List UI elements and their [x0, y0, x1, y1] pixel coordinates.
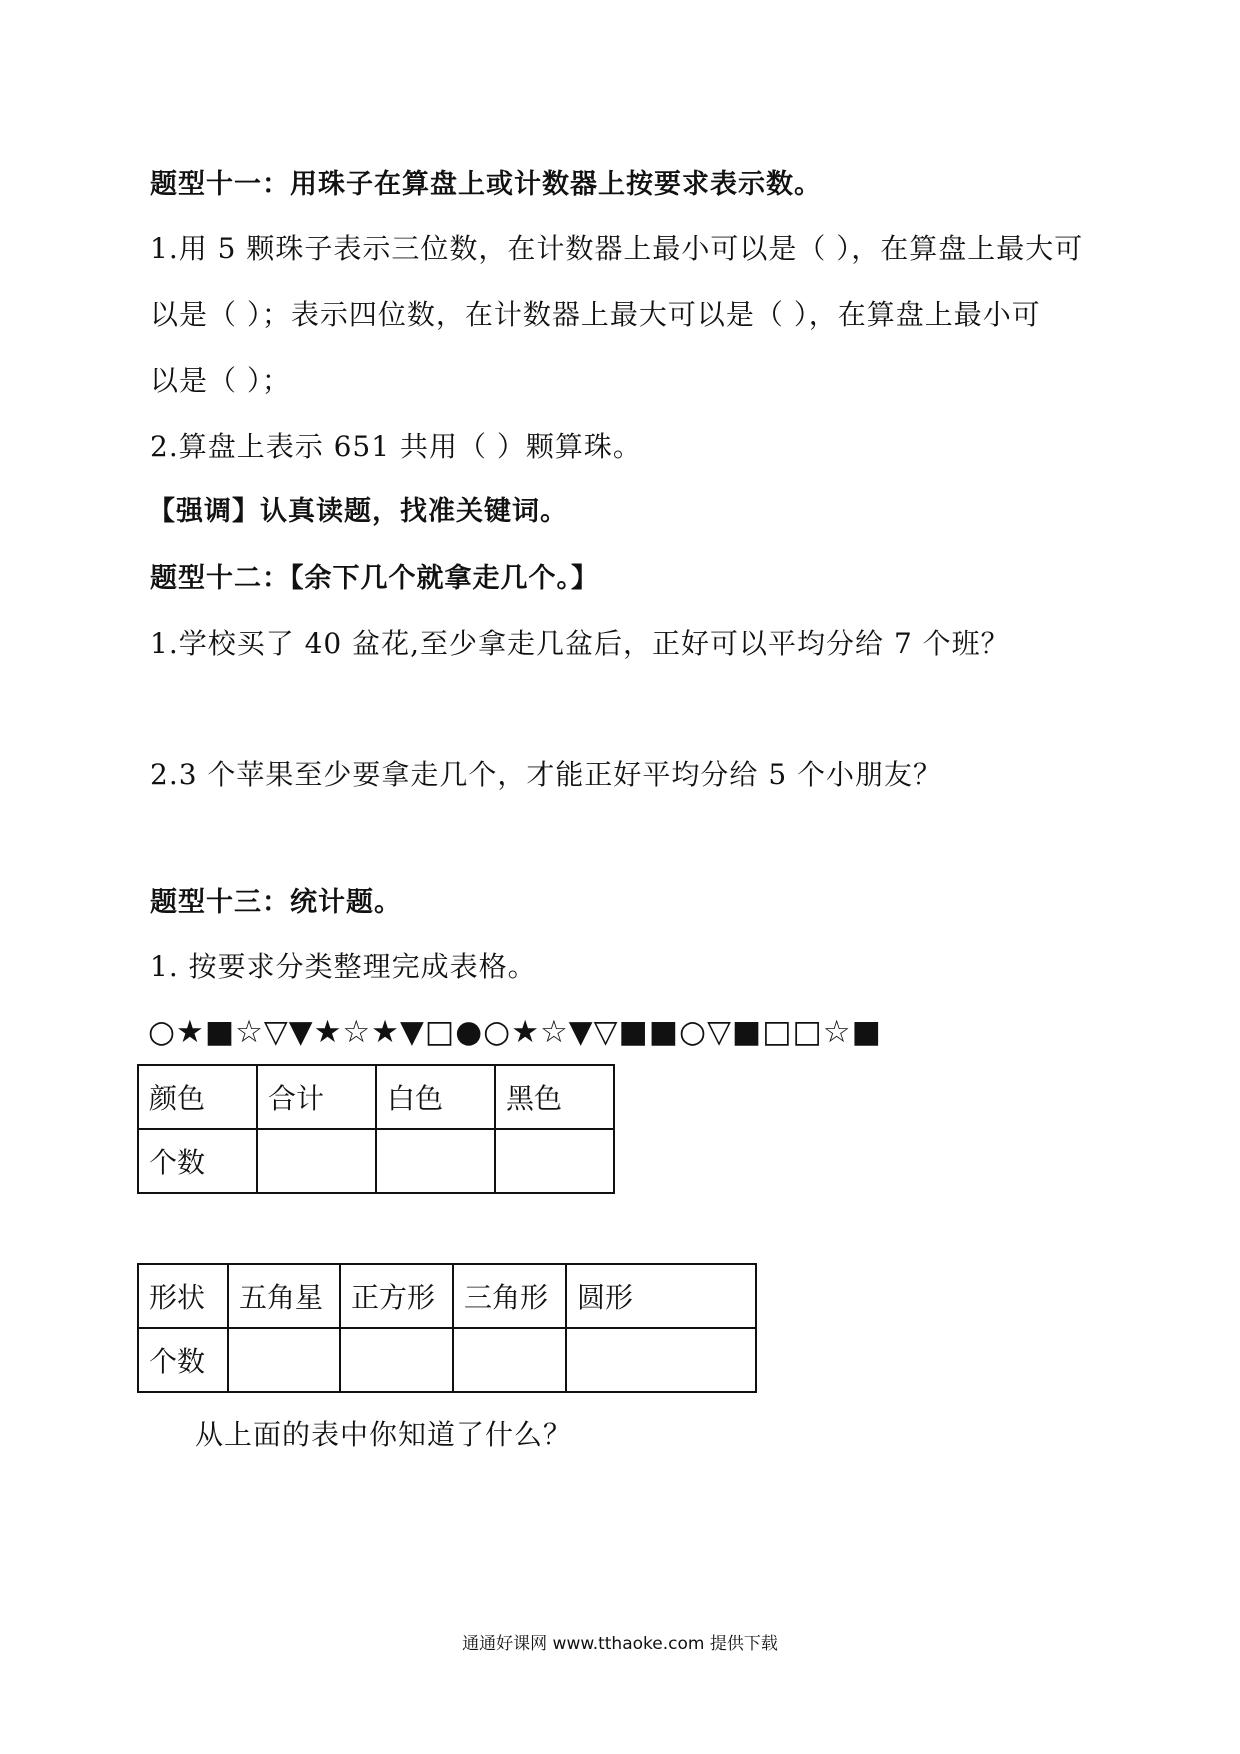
table-header-cell: 黑色 [495, 1065, 614, 1129]
answer-cell [228, 1328, 340, 1392]
table-header-cell: 合计 [257, 1065, 376, 1129]
shape-sequence: ○★■☆▽▼★☆★▼□●○★☆▼▽■■○▽■□□☆■ [148, 1014, 882, 1050]
table-header-cell: 形状 [138, 1264, 228, 1328]
section-12-question-1: 1.学校买了 40 盆花,至少拿走几盆后，正好可以平均分给 7 个班？ [150, 627, 1010, 660]
table-row [138, 1264, 756, 1328]
table-row-label: 个数 [138, 1129, 257, 1193]
section-11-heading: 题型十一：用珠子在算盘上或计数器上按要求表示数。 [150, 169, 822, 200]
table-header-cell: 三角形 [453, 1264, 566, 1328]
table-row [138, 1328, 756, 1392]
section-11-question-1-line-2: 以是（ ）；表示四位数，在计数器上最大可以是（ ），在算盘上最小可 [150, 298, 1041, 331]
emphasis-note: 【强调】认真读题，找准关键词。 [148, 496, 568, 527]
answer-cell [340, 1328, 453, 1392]
section-11-question-2: 2.算盘上表示 651 共用（ ）颗算珠。 [150, 430, 642, 463]
section-11-question-1-line-3: 以是（ ）； [150, 364, 291, 397]
table-header-cell: 白色 [376, 1065, 495, 1129]
answer-cell [495, 1129, 614, 1193]
shape-count-table [137, 1263, 757, 1393]
section-13-followup-question: 从上面的表中你知道了什么？ [195, 1418, 573, 1451]
answer-cell [257, 1129, 376, 1193]
section-12-question-2: 2.3 个苹果至少要拿走几个，才能正好平均分给 5 个小朋友？ [150, 758, 943, 791]
section-13-question-1: 1. 按要求分类整理完成表格。 [150, 950, 537, 983]
answer-cell [453, 1328, 566, 1392]
answer-cell [376, 1129, 495, 1193]
table-header-cell: 圆形 [566, 1264, 756, 1328]
table-row [138, 1065, 614, 1129]
page-footer: 通通好课网 www.tthaoke.com 提供下载 [462, 1634, 778, 1654]
section-13-heading: 题型十三：统计题。 [150, 887, 402, 918]
table-header-cell: 正方形 [340, 1264, 453, 1328]
answer-cell [566, 1328, 756, 1392]
table-header-cell: 颜色 [138, 1065, 257, 1129]
table-row [138, 1129, 614, 1193]
section-11-question-1-line-1: 1.用 5 颗珠子表示三位数，在计数器上最小可以是（ ），在算盘上最大可 [150, 232, 1084, 265]
table-row-label: 个数 [138, 1328, 228, 1392]
section-12-heading: 题型十二：【余下几个就拿走几个。】 [150, 563, 599, 594]
color-count-table [137, 1064, 615, 1194]
table-header-cell: 五角星 [228, 1264, 340, 1328]
